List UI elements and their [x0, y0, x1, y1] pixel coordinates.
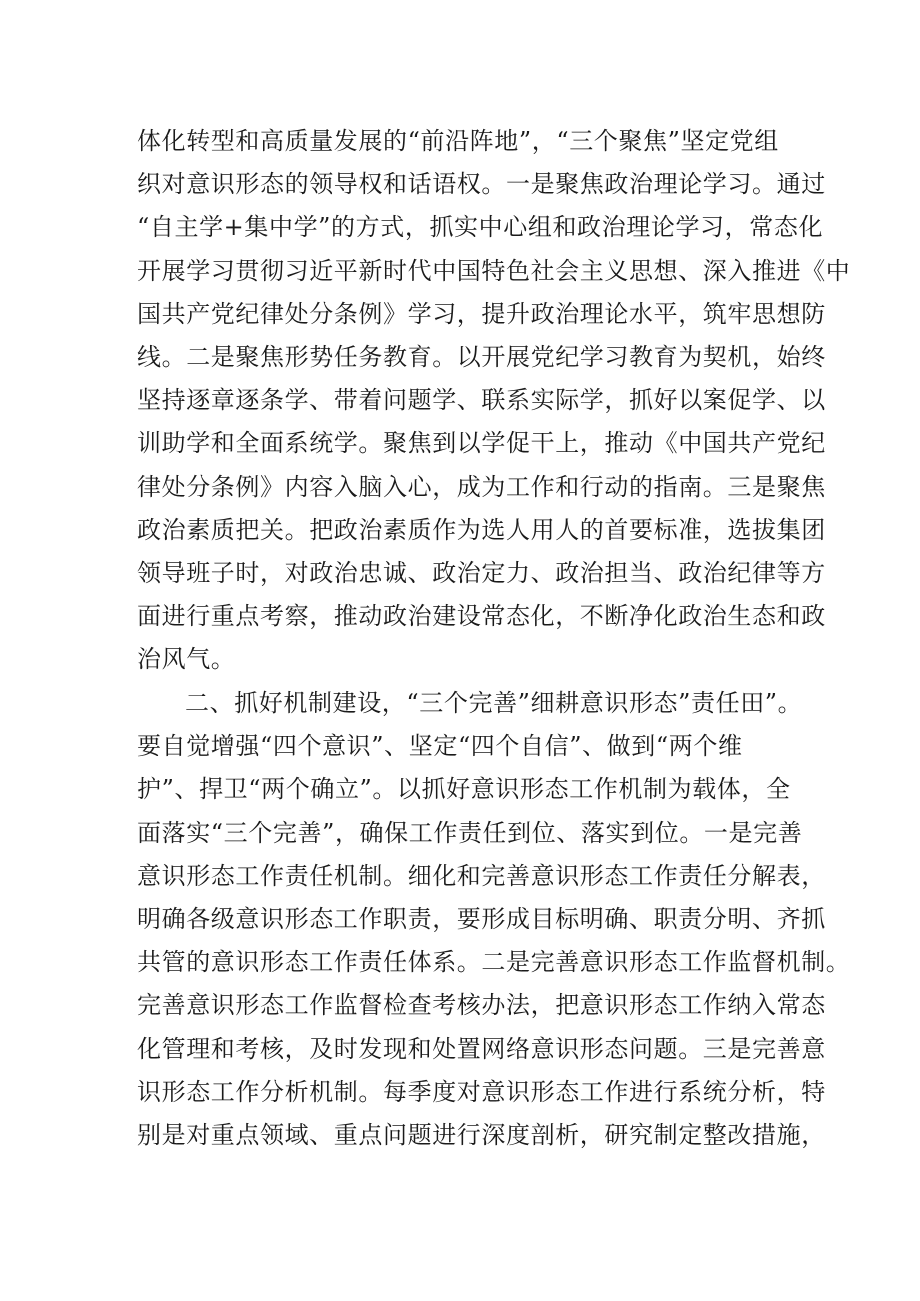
paragraph-line: “自主学+集中学”的方式，抓实中心组和政治理论学习，常态化: [137, 213, 824, 242]
paragraph-line: 线。二是聚焦形势任务教育。以开展党纪学习教育为契机，始终: [137, 342, 826, 371]
paragraph-line: 面进行重点考察，推动政治建设常态化，不断净化政治生态和政: [137, 602, 826, 631]
paragraph-line: 政治素质把关。把政治素质作为选人用人的首要标准，选拔集团: [137, 515, 826, 544]
paragraph-line: 律处分条例》内容入脑入心，成为工作和行动的指南。三是聚焦: [137, 472, 826, 501]
paragraph-line: 治风气。: [137, 645, 236, 674]
paragraph-line: 护”、捍卫“两个确立”。以抓好意识形态工作机制为载体，全: [137, 775, 791, 804]
paragraph-line: 面落实“三个完善”，确保工作责任到位、落实到位。一是完善: [137, 818, 803, 847]
paragraph-line: 识形态工作分析机制。每季度对意识形态工作进行系统分析，特: [137, 1077, 826, 1106]
paragraph-mechanism-building: [137, 682, 851, 1157]
paragraph-line: 完善意识形态工作监督检查考核办法，把意识形态工作纳入常态: [137, 991, 826, 1020]
paragraph-line: 训助学和全面系统学。聚焦到以学促干上，推动《中国共产党纪: [137, 429, 826, 458]
paragraph-line: 国共产党纪律处分条例》学习，提升政治理论水平，筑牢思想防: [137, 299, 826, 328]
paragraph-line: 领导班子时，对政治忠诚、政治定力、政治担当、政治纪律等方: [137, 558, 826, 587]
paragraph-political-study: [137, 120, 851, 681]
paragraph-line: 开展学习贯彻习近平新时代中国特色社会主义思想、深入推进《中: [137, 256, 851, 285]
paragraph-line: 共管的意识形态工作责任体系。二是完善意识形态工作监督机制。: [137, 948, 851, 977]
paragraph-line: 织对意识形态的领导权和话语权。一是聚焦政治理论学习。通过: [137, 170, 826, 199]
paragraph-line: 别是对重点领域、重点问题进行深度剖析，研究制定整改措施，: [137, 1120, 826, 1149]
paragraph-line: 体化转型和高质量发展的“前沿阵地”，“三个聚焦”坚定党组: [137, 127, 779, 155]
section-heading-line: 二、抓好机制建设，“三个完善”细耕意识形态”责任田”。: [185, 689, 803, 717]
paragraph-line: 明确各级意识形态工作职责，要形成目标明确、职责分明、齐抓: [137, 904, 826, 933]
paragraph-line: 化管理和考核，及时发现和处置网络意识形态问题。三是完善意: [137, 1034, 826, 1063]
paragraph-line: 要自觉增强“四个意识”、坚定“四个自信”、做到“两个维: [137, 732, 743, 761]
paragraph-line: 坚持逐章逐条学、带着问题学、联系实际学，抓好以案促学、以: [137, 386, 826, 415]
paragraph-line: 意识形态工作责任机制。细化和完善意识形态工作责任分解表，: [137, 861, 826, 890]
